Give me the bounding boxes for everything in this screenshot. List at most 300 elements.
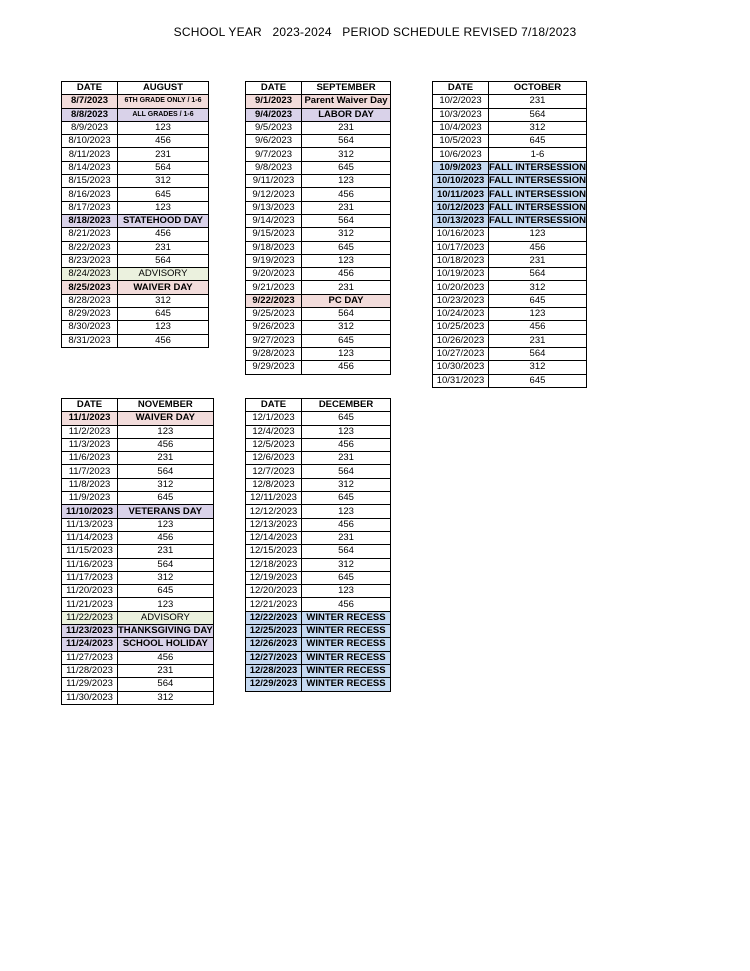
- date-cell: 12/25/2023: [246, 625, 302, 638]
- table-row: [62, 121, 209, 134]
- date-cell: 12/1/2023: [246, 412, 302, 425]
- table-row: [433, 175, 587, 188]
- date-cell: 8/24/2023: [62, 268, 118, 281]
- period-cell: 564: [489, 108, 587, 121]
- period-cell: WAIVER DAY: [118, 412, 214, 425]
- period-cell: 231: [118, 241, 209, 254]
- date-cell: 11/28/2023: [62, 664, 118, 677]
- date-cell: 8/31/2023: [62, 334, 118, 347]
- date-cell: 9/15/2023: [246, 228, 302, 241]
- table-row: [246, 438, 391, 451]
- table-row: [246, 148, 391, 161]
- table-row: [246, 161, 391, 174]
- table-row: [433, 294, 587, 307]
- period-cell: 123: [489, 308, 587, 321]
- date-cell: 10/19/2023: [433, 268, 489, 281]
- date-cell: 9/5/2023: [246, 121, 302, 134]
- period-cell: 645: [118, 188, 209, 201]
- date-cell: 10/12/2023: [433, 201, 489, 214]
- date-cell: 8/29/2023: [62, 308, 118, 321]
- date-cell: 9/29/2023: [246, 361, 302, 374]
- period-cell: 456: [302, 518, 391, 531]
- table-row: [246, 465, 391, 478]
- period-cell: 564: [118, 558, 214, 571]
- table-row: [433, 95, 587, 108]
- date-cell: 11/17/2023: [62, 571, 118, 584]
- date-cell: 8/15/2023: [62, 175, 118, 188]
- period-cell: 645: [489, 135, 587, 148]
- month-column-header: SEPTEMBER: [302, 82, 391, 95]
- date-cell: 8/8/2023: [62, 108, 118, 121]
- table-row: [246, 254, 391, 267]
- period-cell: 564: [302, 308, 391, 321]
- date-cell: 12/19/2023: [246, 571, 302, 584]
- period-cell: 231: [302, 121, 391, 134]
- table-row: [246, 518, 391, 531]
- period-cell: VETERANS DAY: [118, 505, 214, 518]
- table-row: [433, 254, 587, 267]
- date-cell: 11/29/2023: [62, 678, 118, 691]
- table-row: [246, 347, 391, 360]
- date-cell: 8/21/2023: [62, 228, 118, 241]
- table-row: [246, 505, 391, 518]
- date-cell: 11/3/2023: [62, 438, 118, 451]
- period-cell: 231: [489, 254, 587, 267]
- table-row: [62, 308, 209, 321]
- table-row: [246, 241, 391, 254]
- october-schedule-table: [432, 81, 587, 388]
- table-row: [62, 201, 209, 214]
- table-row: [62, 625, 214, 638]
- period-cell: 456: [302, 188, 391, 201]
- table-row: [62, 294, 209, 307]
- table-row: [433, 321, 587, 334]
- period-cell: WINTER RECESS: [302, 651, 391, 664]
- date-cell: 11/6/2023: [62, 452, 118, 465]
- period-cell: 123: [118, 121, 209, 134]
- period-cell: FALL INTERSESSION: [489, 175, 586, 187]
- period-cell: 645: [489, 374, 587, 387]
- december-schedule-table: [245, 398, 391, 692]
- table-row: [433, 108, 587, 121]
- table-row: [62, 465, 214, 478]
- period-cell: 231: [302, 531, 391, 544]
- date-cell: 11/14/2023: [62, 531, 118, 544]
- table-row: [246, 321, 391, 334]
- table-row: [246, 558, 391, 571]
- period-cell: 312: [489, 121, 587, 134]
- date-cell: 11/9/2023: [62, 492, 118, 505]
- period-cell: WAIVER DAY: [118, 281, 209, 294]
- period-cell: 564: [302, 135, 391, 148]
- period-cell: ADVISORY: [118, 611, 214, 624]
- date-cell: 10/13/2023: [433, 214, 489, 227]
- period-cell: 645: [302, 492, 391, 505]
- period-cell: 123: [118, 201, 209, 214]
- table-row: [62, 611, 214, 624]
- period-cell: 123: [302, 585, 391, 598]
- period-cell: 564: [489, 347, 587, 360]
- period-cell: 312: [118, 294, 209, 307]
- period-cell: 456: [302, 268, 391, 281]
- table-row: [62, 691, 214, 704]
- date-cell: 10/3/2023: [433, 108, 489, 121]
- date-cell: 10/26/2023: [433, 334, 489, 347]
- table-row: [246, 678, 391, 691]
- period-cell: WINTER RECESS: [302, 625, 391, 638]
- date-cell: 12/18/2023: [246, 558, 302, 571]
- table-row: [433, 188, 587, 201]
- period-cell: 123: [302, 425, 391, 438]
- table-row: [246, 108, 391, 121]
- date-cell: 11/13/2023: [62, 518, 118, 531]
- date-cell: 10/25/2023: [433, 321, 489, 334]
- period-cell: 456: [118, 135, 209, 148]
- date-cell: 10/24/2023: [433, 308, 489, 321]
- date-cell: 9/21/2023: [246, 281, 302, 294]
- date-cell: 10/23/2023: [433, 294, 489, 307]
- date-cell: 9/4/2023: [246, 108, 302, 121]
- date-cell: 8/25/2023: [62, 281, 118, 294]
- table-row: [433, 268, 587, 281]
- table-row: [246, 175, 391, 188]
- table-row: [62, 108, 209, 121]
- period-cell: 456: [489, 241, 587, 254]
- date-cell: 12/15/2023: [246, 545, 302, 558]
- table-row: [62, 412, 214, 425]
- date-cell: 8/10/2023: [62, 135, 118, 148]
- date-column-header: DATE: [62, 399, 118, 412]
- period-cell: 645: [302, 334, 391, 347]
- period-cell: 564: [489, 268, 587, 281]
- date-cell: 11/22/2023: [62, 611, 118, 624]
- table-row: [246, 638, 391, 651]
- table-row: [62, 95, 209, 108]
- period-cell: 312: [302, 148, 391, 161]
- date-cell: 9/14/2023: [246, 214, 302, 227]
- month-column-header: NOVEMBER: [118, 399, 214, 412]
- period-cell: 456: [302, 598, 391, 611]
- date-cell: 10/4/2023: [433, 121, 489, 134]
- date-cell: 9/20/2023: [246, 268, 302, 281]
- table-row: [62, 492, 214, 505]
- period-cell: 123: [118, 321, 209, 334]
- table-row: [246, 425, 391, 438]
- date-cell: 8/22/2023: [62, 241, 118, 254]
- date-cell: 9/1/2023: [246, 95, 302, 108]
- date-cell: 9/12/2023: [246, 188, 302, 201]
- date-cell: 8/7/2023: [62, 95, 118, 108]
- date-cell: 10/20/2023: [433, 281, 489, 294]
- date-cell: 8/28/2023: [62, 294, 118, 307]
- period-cell: 231: [118, 452, 214, 465]
- table-row: [246, 214, 391, 227]
- table-row: [246, 651, 391, 664]
- date-cell: 9/8/2023: [246, 161, 302, 174]
- date-cell: 12/28/2023: [246, 664, 302, 677]
- november-schedule-table: [61, 398, 214, 705]
- table-row: [246, 625, 391, 638]
- period-cell: 564: [118, 465, 214, 478]
- table-row: [246, 228, 391, 241]
- date-cell: 11/20/2023: [62, 585, 118, 598]
- period-cell: 645: [302, 412, 391, 425]
- period-cell: WINTER RECESS: [302, 611, 391, 624]
- header-row: [246, 82, 391, 95]
- table-row: [433, 347, 587, 360]
- date-cell: 12/6/2023: [246, 452, 302, 465]
- period-cell: 312: [489, 361, 587, 374]
- table-row: [246, 571, 391, 584]
- table-row: [246, 334, 391, 347]
- month-column-header: OCTOBER: [489, 82, 587, 95]
- date-cell: 12/4/2023: [246, 425, 302, 438]
- table-row: [246, 95, 391, 108]
- date-cell: 10/2/2023: [433, 95, 489, 108]
- date-cell: 12/12/2023: [246, 505, 302, 518]
- period-cell: 456: [489, 321, 587, 334]
- table-row: [62, 452, 214, 465]
- date-column-header: DATE: [246, 82, 302, 95]
- date-cell: 9/11/2023: [246, 175, 302, 188]
- period-cell: 231: [118, 545, 214, 558]
- date-cell: 10/27/2023: [433, 347, 489, 360]
- date-cell: 9/27/2023: [246, 334, 302, 347]
- date-cell: 11/7/2023: [62, 465, 118, 478]
- date-cell: 12/8/2023: [246, 478, 302, 491]
- table-row: [246, 121, 391, 134]
- table-row: [433, 334, 587, 347]
- date-cell: 11/8/2023: [62, 478, 118, 491]
- period-cell: 312: [118, 571, 214, 584]
- period-cell: 123: [302, 175, 391, 188]
- period-cell: FALL INTERSESSION: [489, 201, 586, 213]
- period-cell: 1-6: [489, 148, 587, 161]
- header-row: [246, 399, 391, 412]
- header-row: [62, 82, 209, 95]
- date-cell: 12/27/2023: [246, 651, 302, 664]
- period-cell: 564: [302, 465, 391, 478]
- date-cell: 10/5/2023: [433, 135, 489, 148]
- date-cell: 10/16/2023: [433, 228, 489, 241]
- period-cell: 456: [118, 334, 209, 347]
- table-row: [246, 545, 391, 558]
- period-cell: 645: [118, 492, 214, 505]
- date-cell: 12/29/2023: [246, 678, 302, 691]
- period-cell: 312: [302, 228, 391, 241]
- date-cell: 10/6/2023: [433, 148, 489, 161]
- table-row: [62, 281, 209, 294]
- table-row: [246, 308, 391, 321]
- header-row: [433, 82, 587, 95]
- table-row: [62, 425, 214, 438]
- date-cell: 10/31/2023: [433, 374, 489, 387]
- table-row: [62, 438, 214, 451]
- date-cell: 9/7/2023: [246, 148, 302, 161]
- date-cell: 9/18/2023: [246, 241, 302, 254]
- date-cell: 11/2/2023: [62, 425, 118, 438]
- period-cell: 645: [302, 571, 391, 584]
- date-cell: 8/30/2023: [62, 321, 118, 334]
- period-cell: 456: [118, 228, 209, 241]
- period-cell: FALL INTERSESSION: [489, 215, 586, 227]
- period-cell: 231: [489, 334, 587, 347]
- date-cell: 12/26/2023: [246, 638, 302, 651]
- date-cell: 9/6/2023: [246, 135, 302, 148]
- september-schedule-table: [245, 81, 391, 375]
- date-cell: 11/21/2023: [62, 598, 118, 611]
- table-row: [62, 148, 209, 161]
- table-row: [62, 545, 214, 558]
- table-row: [62, 518, 214, 531]
- period-cell: 645: [302, 241, 391, 254]
- date-cell: 12/7/2023: [246, 465, 302, 478]
- period-cell: Parent Waiver Day: [302, 95, 391, 108]
- period-cell: 123: [118, 518, 214, 531]
- table-row: [246, 201, 391, 214]
- period-cell: PC DAY: [302, 294, 391, 307]
- table-row: [62, 651, 214, 664]
- table-row: [246, 412, 391, 425]
- date-cell: 12/21/2023: [246, 598, 302, 611]
- period-cell: 312: [118, 478, 214, 491]
- period-cell: 564: [118, 161, 209, 174]
- date-cell: 8/23/2023: [62, 254, 118, 267]
- table-row: [433, 201, 587, 214]
- table-row: [246, 268, 391, 281]
- table-row: [62, 214, 209, 227]
- period-cell: ALL GRADES / 1-6: [118, 108, 209, 121]
- period-cell: 564: [118, 254, 209, 267]
- period-cell: 123: [489, 228, 587, 241]
- date-cell: 11/15/2023: [62, 545, 118, 558]
- date-cell: 10/30/2023: [433, 361, 489, 374]
- date-cell: 12/22/2023: [246, 611, 302, 624]
- period-cell: ADVISORY: [118, 268, 209, 281]
- table-row: [433, 308, 587, 321]
- table-row: [246, 492, 391, 505]
- period-cell: 312: [489, 281, 587, 294]
- table-row: [62, 161, 209, 174]
- period-cell: 312: [302, 478, 391, 491]
- date-cell: 11/10/2023: [62, 505, 118, 518]
- date-cell: 9/28/2023: [246, 347, 302, 360]
- period-cell: 312: [302, 558, 391, 571]
- period-cell: STATEHOOD DAY: [118, 214, 209, 227]
- table-row: [62, 638, 214, 651]
- period-cell: 645: [118, 585, 214, 598]
- table-row: [246, 585, 391, 598]
- date-cell: 10/18/2023: [433, 254, 489, 267]
- period-cell: 123: [302, 505, 391, 518]
- period-cell: 564: [302, 545, 391, 558]
- period-cell: 456: [302, 438, 391, 451]
- table-row: [433, 228, 587, 241]
- period-cell: 231: [302, 452, 391, 465]
- date-cell: 8/17/2023: [62, 201, 118, 214]
- date-cell: 10/17/2023: [433, 241, 489, 254]
- period-cell: 123: [118, 425, 214, 438]
- period-cell: WINTER RECESS: [302, 664, 391, 677]
- date-cell: 12/5/2023: [246, 438, 302, 451]
- table-row: [62, 268, 209, 281]
- table-row: [433, 374, 587, 387]
- table-row: [433, 135, 587, 148]
- header-row: [62, 399, 214, 412]
- table-row: [246, 361, 391, 374]
- period-cell: 231: [302, 281, 391, 294]
- table-row: [433, 214, 587, 227]
- period-cell: 123: [302, 347, 391, 360]
- date-cell: 9/19/2023: [246, 254, 302, 267]
- table-row: [246, 452, 391, 465]
- date-cell: 12/13/2023: [246, 518, 302, 531]
- table-row: [62, 558, 214, 571]
- date-column-header: DATE: [62, 82, 118, 95]
- period-cell: 456: [302, 361, 391, 374]
- period-cell: 456: [118, 651, 214, 664]
- date-column-header: DATE: [433, 82, 489, 95]
- date-cell: 12/20/2023: [246, 585, 302, 598]
- period-cell: 231: [118, 148, 209, 161]
- period-cell: SCHOOL HOLIDAY: [118, 638, 214, 651]
- table-row: [62, 175, 209, 188]
- table-row: [62, 135, 209, 148]
- table-row: [246, 664, 391, 677]
- table-row: [62, 571, 214, 584]
- table-row: [246, 531, 391, 544]
- date-cell: 11/16/2023: [62, 558, 118, 571]
- date-cell: 9/13/2023: [246, 201, 302, 214]
- date-cell: 10/11/2023: [433, 188, 489, 201]
- table-row: [433, 148, 587, 161]
- period-cell: 312: [118, 691, 214, 704]
- period-cell: 312: [302, 321, 391, 334]
- table-row: [62, 678, 214, 691]
- table-row: [246, 188, 391, 201]
- period-cell: LABOR DAY: [302, 108, 391, 121]
- date-cell: 11/27/2023: [62, 651, 118, 664]
- table-row: [433, 361, 587, 374]
- table-row: [246, 611, 391, 624]
- month-column-header: AUGUST: [118, 82, 209, 95]
- period-cell: 645: [489, 294, 587, 307]
- period-cell: WINTER RECESS: [302, 638, 391, 651]
- period-cell: 231: [489, 95, 587, 108]
- table-row: [246, 478, 391, 491]
- date-cell: 8/11/2023: [62, 148, 118, 161]
- table-row: [246, 598, 391, 611]
- period-cell: 123: [118, 598, 214, 611]
- date-cell: 12/11/2023: [246, 492, 302, 505]
- period-cell: WINTER RECESS: [302, 678, 391, 691]
- table-row: [62, 241, 209, 254]
- period-cell: 564: [118, 678, 214, 691]
- date-cell: 9/25/2023: [246, 308, 302, 321]
- period-cell: FALL INTERSESSION: [489, 161, 586, 173]
- table-row: [246, 294, 391, 307]
- period-cell: FALL INTERSESSION: [489, 188, 586, 200]
- period-cell: 6TH GRADE ONLY / 1-6: [118, 95, 209, 108]
- date-cell: 10/9/2023: [433, 161, 489, 174]
- period-cell: 231: [118, 664, 214, 677]
- table-row: [433, 121, 587, 134]
- table-row: [62, 321, 209, 334]
- table-row: [62, 478, 214, 491]
- period-cell: 456: [118, 438, 214, 451]
- period-cell: 645: [302, 161, 391, 174]
- date-cell: 8/16/2023: [62, 188, 118, 201]
